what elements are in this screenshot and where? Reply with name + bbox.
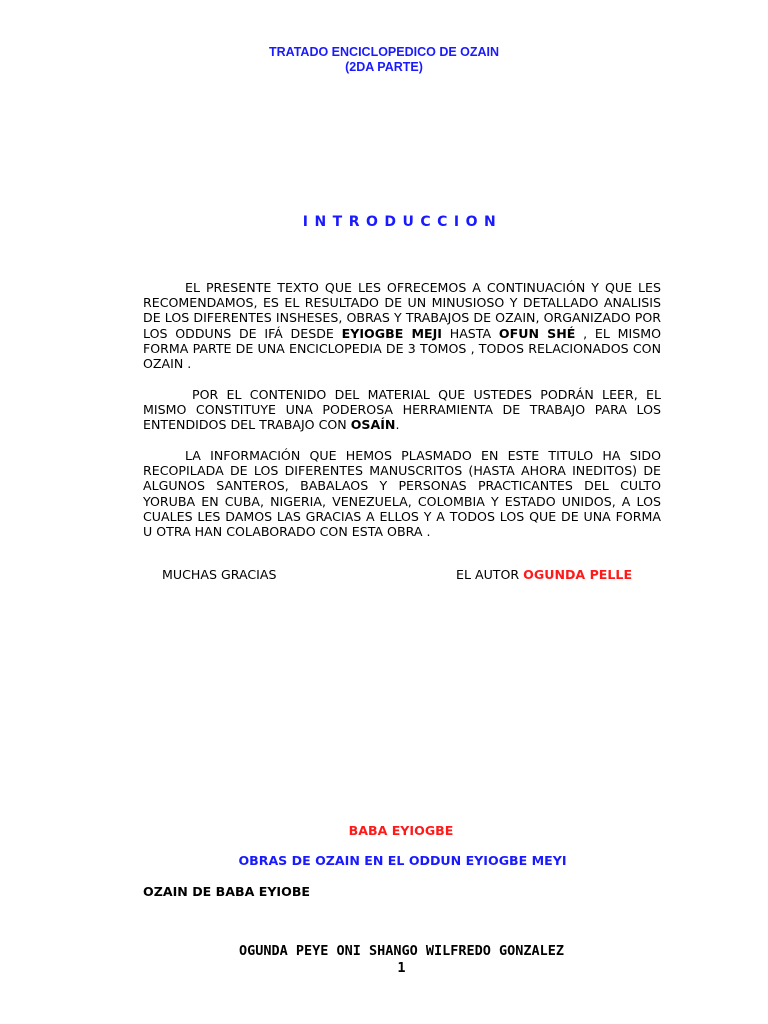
page-number: 1	[397, 960, 406, 976]
header-subtitle: (2DA PARTE)	[345, 60, 423, 74]
paragraph-2-text-a: POR EL CONTENIDO DEL MATERIAL QUE USTEDES PODRÁN LEER, EL MISMO CONSTITUYE UNA PODEROSA HERRAMIENTA DE TRABAJO PARA LOS ENTENDIDOS DEL TRABAJO CON	[143, 387, 661, 433]
author-label: EL AUTOR	[456, 567, 524, 582]
paragraph-1-text-b: HASTA	[441, 325, 499, 341]
introduction-heading: INTRODUCCION	[302, 214, 503, 230]
paragraph-2-bold-a: OSAÍN	[350, 417, 396, 433]
paragraph-1	[143, 280, 661, 371]
header-title: TRATADO ENCICLOPEDICO DE OZAIN	[268, 45, 500, 59]
page-footer	[0, 943, 768, 977]
paragraph-1-bold-a: EYIOGBE MEJI	[341, 325, 442, 341]
author-signature	[456, 567, 632, 582]
paragraph-3-text: LA INFORMACIÓN QUE HEMOS PLASMADO EN ESTE TITULO HA SIDO RECOPILADA DE LOS DIFERENTES MANUSCRITOS (HASTA AHORA INEDITOS) DE ALGUNOS SANTEROS, BABALAOS Y PERSONAS PRACTICANTES DEL CULTO YORUBA EN CUBA, NIGERIA, VENEZUELA, COLOMBIA Y ESTADO UNIDOS, A LOS CUALES LES DAMOS LAS GRACIAS A ELLOS Y A TODOS LOS QUE DE UNA FORMA U OTRA HAN COLABORADO CON ESTA OBRA .	[143, 448, 661, 540]
section-heading-baba: BABA EYIOGBE	[348, 823, 454, 838]
footer-author-line: OGUNDA PEYE ONI SHANGO WILFREDO GONZALEZ	[238, 943, 565, 959]
paragraph-1-text-c: , EL MISMO FORMA PARTE DE UNA ENCICLOPEDIA DE 3 TOMOS , TODOS RELACIONADOS CON OZAIN .	[143, 325, 661, 372]
paragraph-1-text-a: EL PRESENTE TEXTO QUE LES OFRECEMOS A CONTINUACIÓN Y QUE LES RECOMENDAMOS, ES EL RESULTADO DE UN MINUSIOSO Y DETALLADO ANALISIS DE LOS DIFERENTES INSHESES, OBRAS Y TRABAJOS DE OZAIN, ORGANIZADO POR LOS ODDUNS DE IFÁ DESDE	[143, 280, 661, 341]
document-header	[0, 45, 768, 75]
author-name: OGUNDA PELLE	[523, 567, 633, 582]
paragraph-2	[143, 387, 661, 433]
paragraph-3	[143, 448, 661, 539]
paragraph-2-text-b: .	[395, 417, 400, 433]
thanks-text: MUCHAS GRACIAS	[162, 567, 277, 582]
section-subheading-obras: OBRAS DE OZAIN EN EL ODDUN EYIOGBE MEYI	[238, 853, 567, 868]
section-title-ozain: OZAIN DE BABA EYIOBE	[143, 884, 311, 899]
paragraph-1-bold-b: OFUN SHÉ	[498, 325, 576, 341]
